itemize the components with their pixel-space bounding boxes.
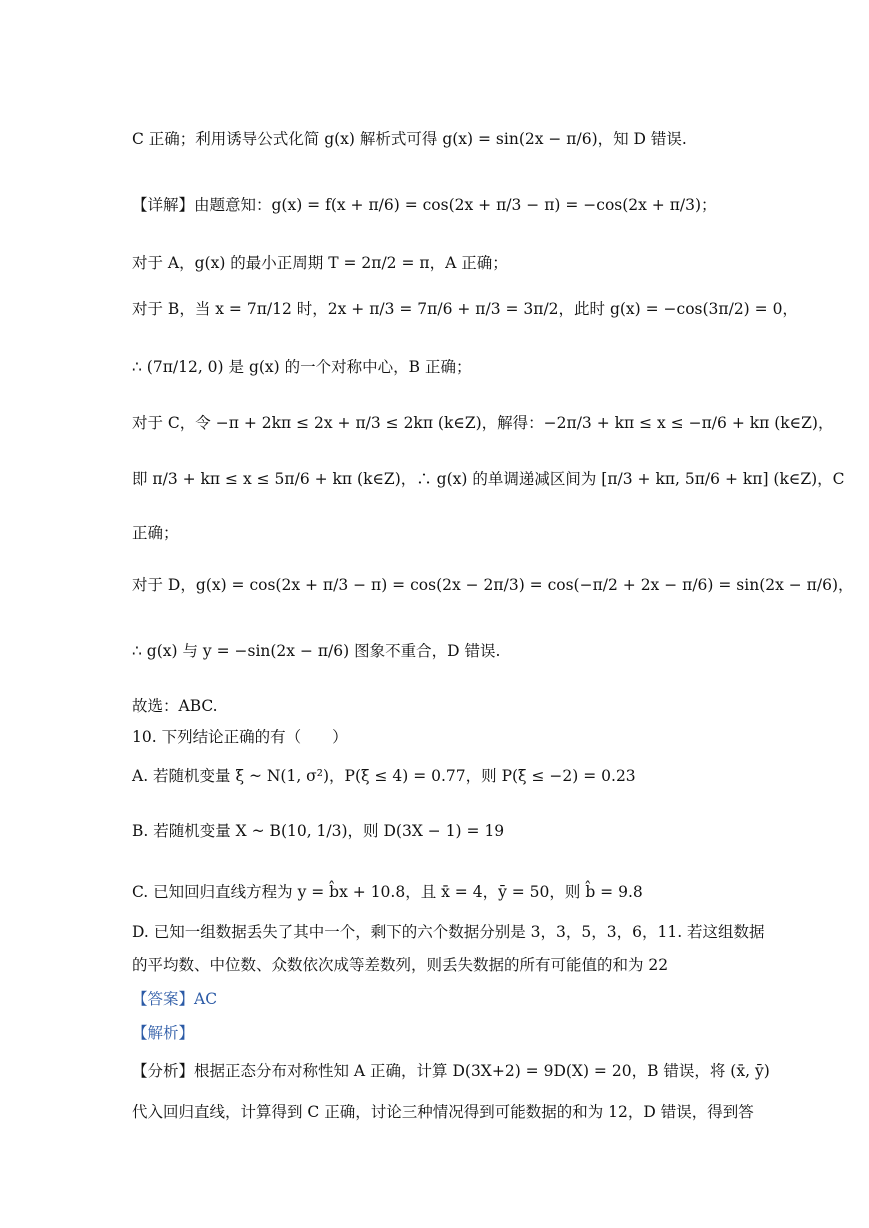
line-a: 对于 A，g(x) 的最小正周期 T = 2π/2 = π，A 正确； (132, 254, 508, 272)
option-c: C. 已知回归直线方程为 y = b̂x + 10.8，且 x̄ = 4，ȳ = 50，则 b̂ = 9.8 (132, 883, 643, 901)
option-d-1: D. 已知一组数据丢失了其中一个，剩下的六个数据分别是 3，3，5，3，6，11. 若这组数据 (132, 923, 765, 941)
line-choice: 故选：ABC. (132, 697, 218, 715)
line-center: ∴ (7π/12, 0) 是 g(x) 的一个对称中心，B 正确； (132, 358, 472, 376)
line-c-correct: C 正确；利用诱导公式化简 g(x) 解析式可得 g(x) = sin(2x − π/6)，知 D 错误. (132, 130, 687, 148)
analysis-label: 【解析】 (132, 1024, 195, 1042)
answer-label: 【答案】AC (132, 990, 218, 1008)
line-correct: 正确； (132, 524, 179, 542)
line-detail: 【详解】由题意知：g(x) = f(x + π/6) = cos(2x + π/3 − π) = −cos(2x + π/3)； (132, 196, 717, 214)
line-d-conclusion: ∴ g(x) 与 y = −sin(2x − π/6) 图象不重合，D 错误. (132, 642, 501, 660)
option-b: B. 若随机变量 X ~ B(10, 1/3)，则 D(3X − 1) = 19 (132, 822, 505, 840)
question-10: 10. 下列结论正确的有（ ） (132, 728, 348, 746)
option-d-2: 的平均数、中位数、众数依次成等差数列，则丢失数据的所有可能值的和为 22 (132, 956, 669, 974)
line-c: 对于 C，令 −π + 2kπ ≤ 2x + π/3 ≤ 2kπ (k∈Z)，解得：−2π/3 + kπ ≤ x ≤ −π/6 + kπ (k∈Z)， (132, 414, 834, 432)
line-interval: 即 π/3 + kπ ≤ x ≤ 5π/6 + kπ (k∈Z)，∴ g(x) 的单调递减区间为 [π/3 + kπ, 5π/6 + kπ] (k∈Z)，C (132, 470, 845, 488)
analysis-2: 代入回归直线，计算得到 C 正确，讨论三种情况得到可能数据的和为 12，D 错误，得到答 (132, 1103, 754, 1121)
analysis-1: 【分析】根据正态分布对称性知 A 正确，计算 D(3X+2) = 9D(X) = 20，B 错误，将 (x̄, ȳ) (132, 1062, 770, 1080)
line-b: 对于 B，当 x = 7π/12 时，2x + π/3 = 7π/6 + π/3 = 3π/2，此时 g(x) = −cos(3π/2) = 0， (132, 300, 798, 318)
option-a: A. 若随机变量 ξ ~ N(1, σ²)，P(ξ ≤ 4) = 0.77，则 P(ξ ≤ −2) = 0.23 (132, 767, 636, 785)
line-d: 对于 D，g(x) = cos(2x + π/3 − π) = cos(2x − 2π/3) = cos(−π/2 + 2x − π/6) = sin(2x − π/6)， (132, 576, 854, 594)
